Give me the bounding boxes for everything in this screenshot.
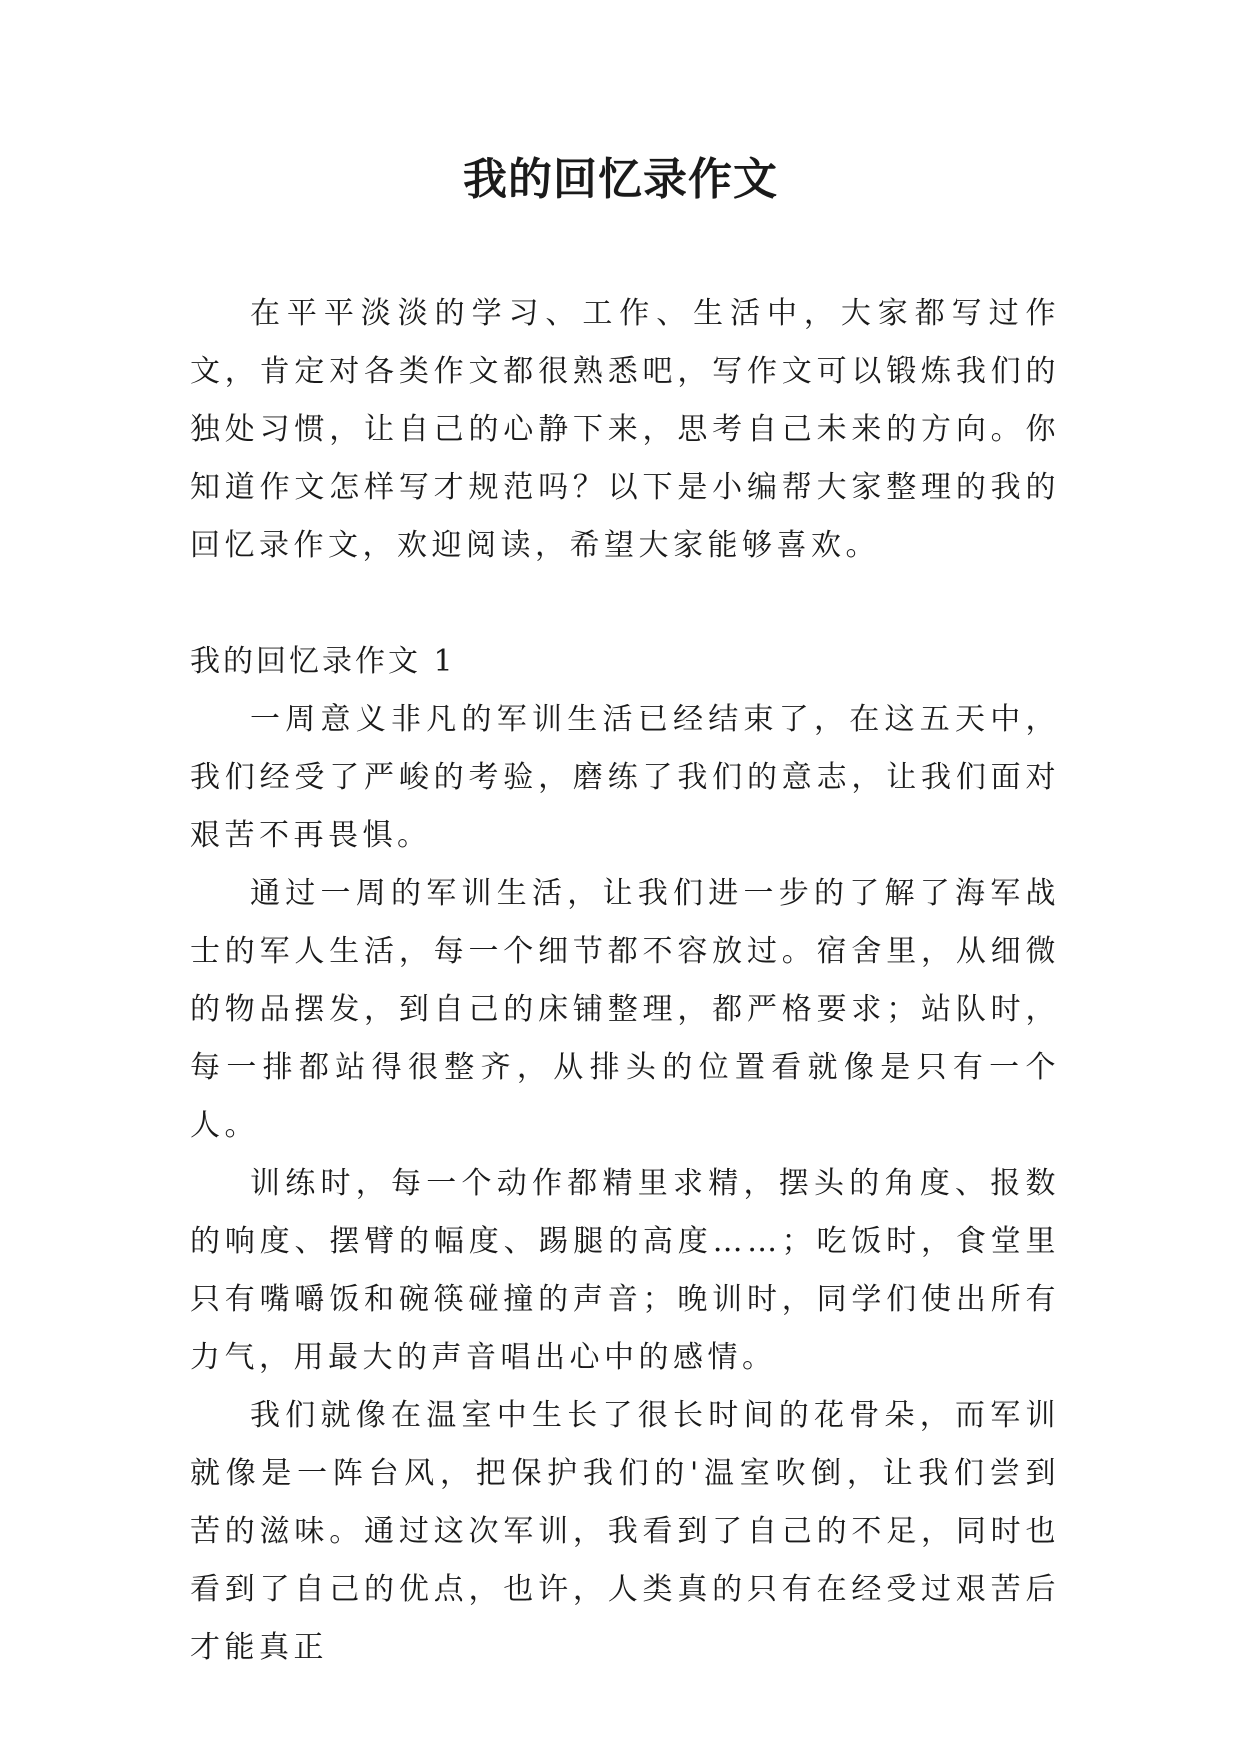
intro-paragraph: 在平平淡淡的学习、工作、生活中，大家都写过作文，肯定对各类作文都很熟悉吧，写作文可以锻炼我们的独处习惯，让自己的心静下来，思考自己未来的方向。你知道作文怎样写才规范吗？以下是小编帮大家整理的我的回忆录作文，欢迎阅读，希望大家能够喜欢。 <box>190 296 1060 563</box>
document-body <box>190 285 1060 1677</box>
body-paragraph: 我们就像在温室中生长了很长时间的花骨朵，而军训就像是一阵台风，把保护我们的'温室吹倒，让我们尝到苦的滋味。通过这次军训，我看到了自己的不足，同时也看到了自己的优点，也许，人类真的只有在经受过艰苦后才能真正 <box>190 1398 1060 1665</box>
section-heading: 我的回忆录作文 1 <box>190 644 456 679</box>
paragraph-gap <box>190 575 1060 633</box>
document-title: 我的回忆录作文 <box>463 154 778 205</box>
body-paragraph: 通过一周的军训生活，让我们进一步的了解了海军战士的军人生活，每一个细节都不容放过。宿舍里，从细微的物品摆发，到自己的床铺整理，都严格要求；站队时，每一排都站得很整齐，从排头的位置看就像是只有一个人。 <box>190 876 1060 1143</box>
body-paragraph: 一周意义非凡的军训生活已经结束了，在这五天中，我们经受了严峻的考验，磨练了我们的意志，让我们面对艰苦不再畏惧。 <box>190 702 1060 853</box>
body-paragraph: 训练时，每一个动作都精里求精，摆头的角度、报数的响度、摆臂的幅度、踢腿的高度……；吃饭时，食堂里只有嘴嚼饭和碗筷碰撞的声音；晚训时，同学们使出所有力气，用最大的声音唱出心中的感情。 <box>190 1166 1060 1375</box>
